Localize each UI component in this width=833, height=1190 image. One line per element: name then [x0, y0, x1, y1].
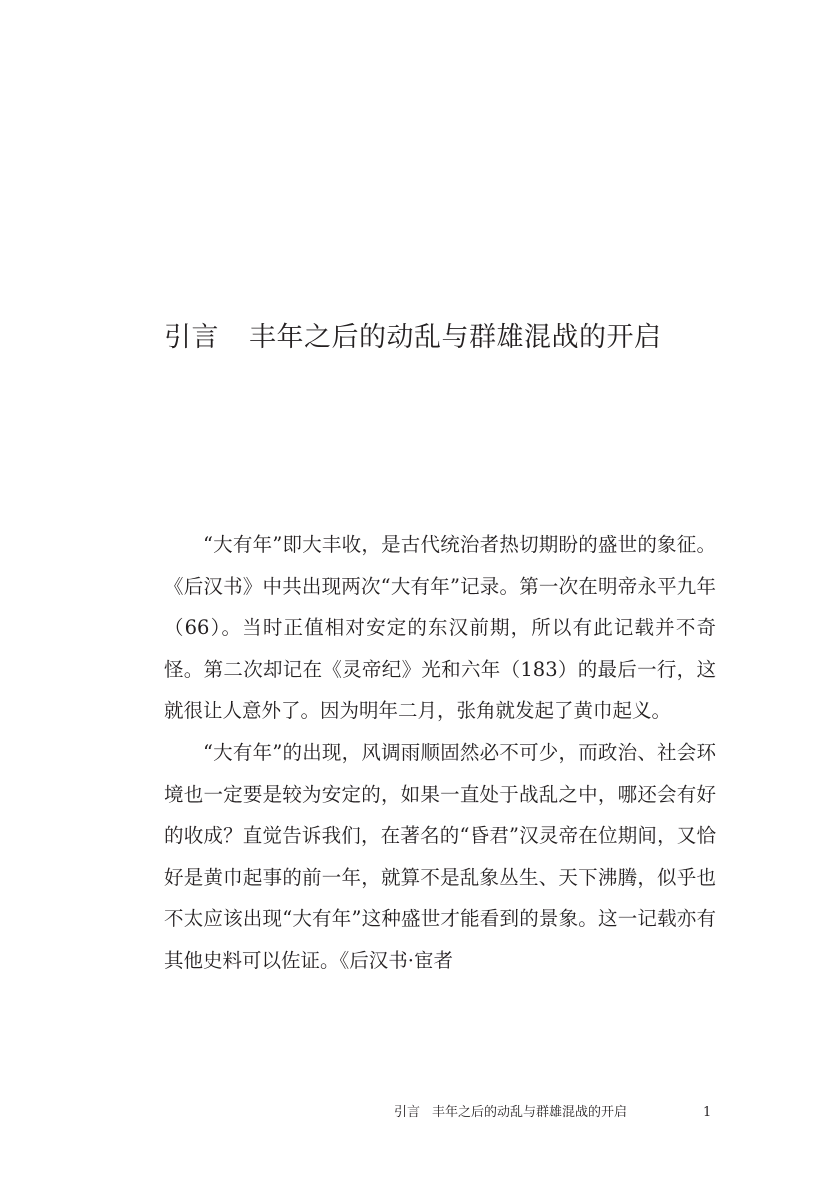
paragraph-1: “大有年”即大丰收，是古代统治者热切期盼的盛世的象征。《后汉书》中共出现两次“大有年”记录。第一次在明帝永平九年（66）。当时正值相对安定的东汉前期，所以有此记载并不奇怪。第二次却记在《灵帝纪》光和六年（183）的最后一行，这就很让人意外了。因为明年二月，张角就发起了黄巾起义。	[164, 533, 716, 723]
title-label: 引言	[164, 322, 219, 353]
title-text: 丰年之后的动乱与群雄混战的开启	[249, 322, 662, 353]
footer-label: 引言	[394, 1105, 421, 1120]
page-number: 1	[703, 1105, 712, 1120]
footer-title: 丰年之后的动乱与群雄混战的开启	[432, 1105, 628, 1120]
paragraph-2: “大有年”的出现，风调雨顺固然必不可少，而政治、社会环境也一定要是较为安定的，如果一直处于战乱之中，哪还会有好的收成？直觉告诉我们，在著名的“昏君”汉灵帝在位期间，又恰好是黄巾起事的前一年，就算不是乱象丛生、天下沸腾，似乎也不太应该出现“大有年”这种盛世才能看到的景象。这一记载亦有其他史料可以佐证。《后汉书·宦者	[164, 740, 716, 972]
body-text	[164, 524, 716, 982]
page-title	[164, 318, 764, 358]
running-footer	[394, 1103, 714, 1123]
